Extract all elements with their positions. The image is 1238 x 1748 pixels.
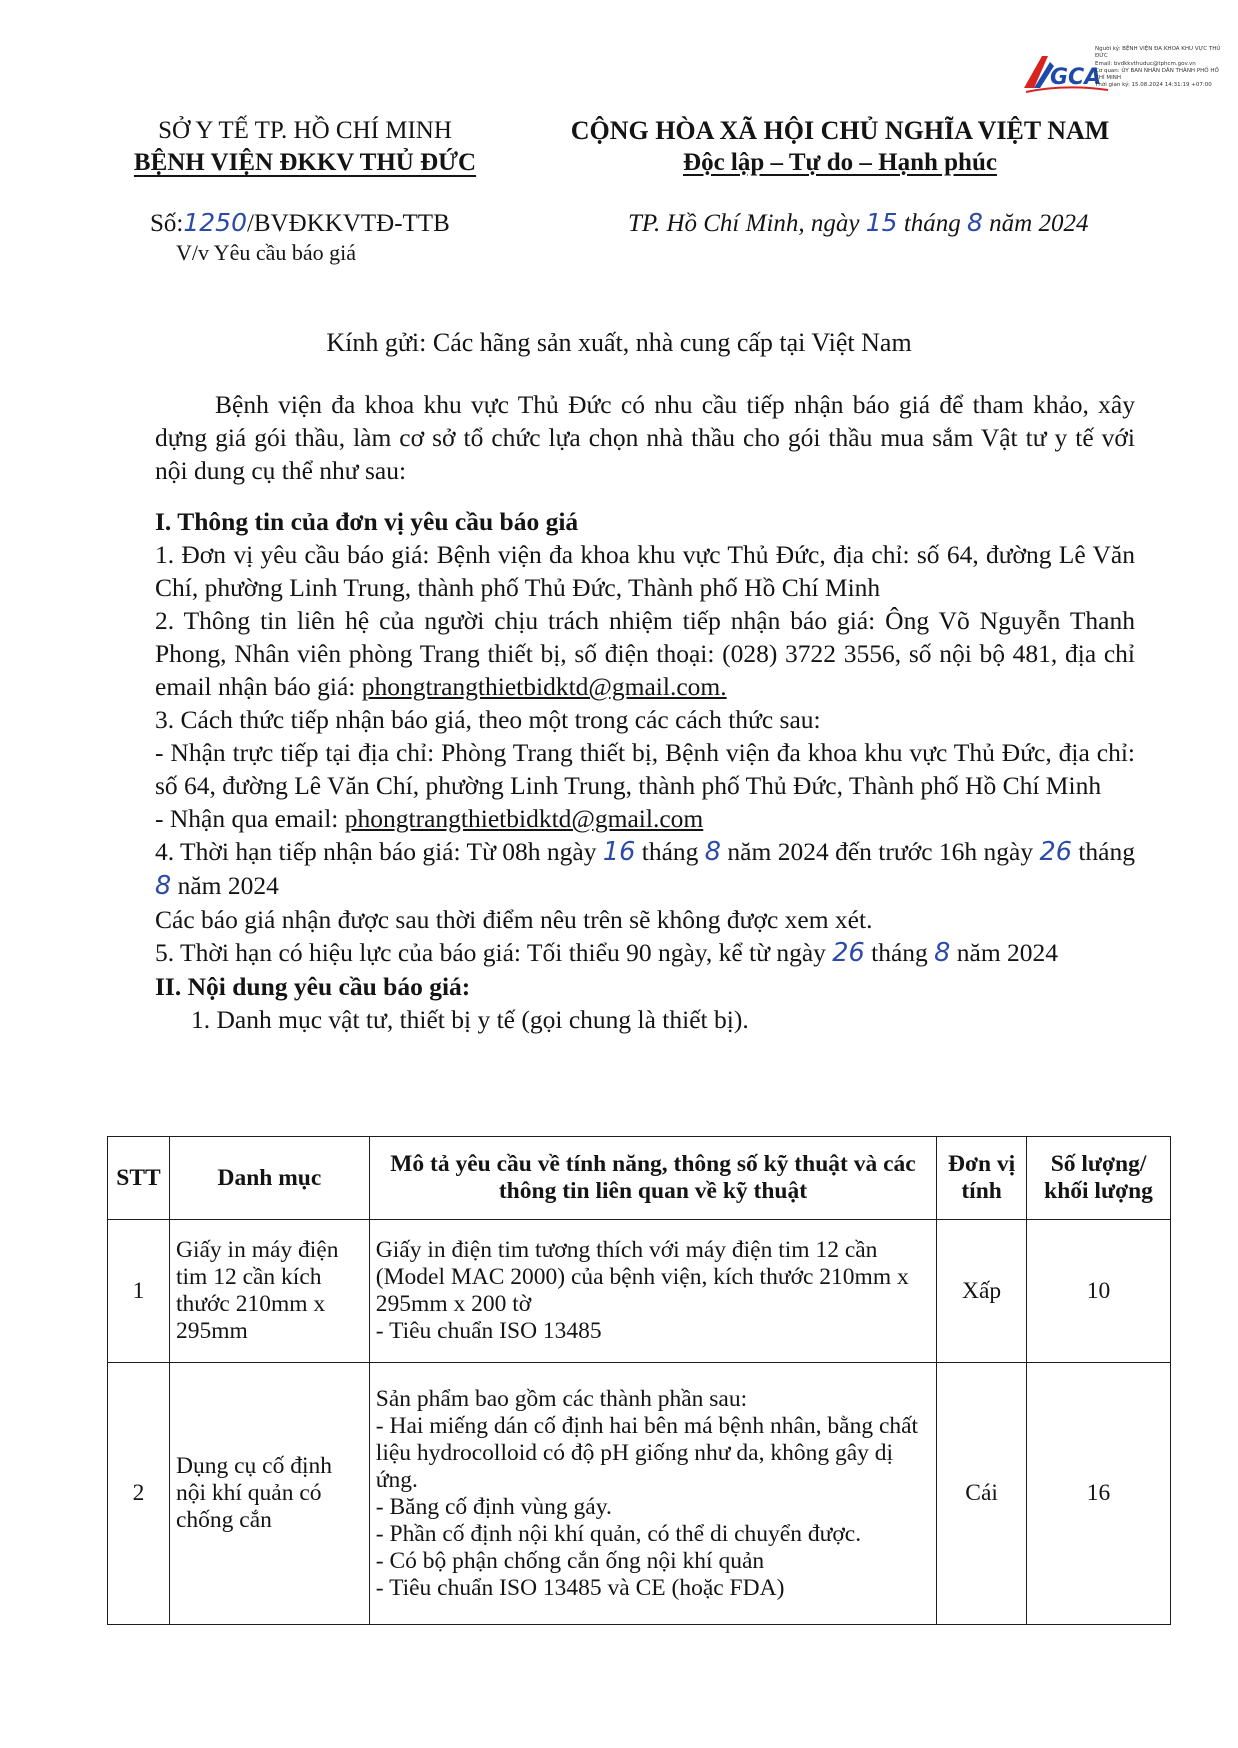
section-1-item-1: 1. Đơn vị yêu cầu báo giá: Bệnh viện đa khoa khu vực Thủ Đức, địa chỉ: số 64, đường Lê Văn Chí, phường Linh Trung, thành phố Thủ Đức, Thành phố Hồ Chí Minh [155, 540, 1135, 602]
deadline-text: tháng [1071, 837, 1135, 866]
hospital-name: BỆNH VIỆN ĐKKV THỦ ĐỨC [133, 149, 477, 176]
email-label: - Nhận qua email: [155, 804, 345, 833]
intro-text: Bệnh viện đa khoa khu vực Thủ Đức có nhu cầu tiếp nhận báo giá để tham khảo, xây dựng giá gói thầu, làm cơ sở tổ chức lựa chọn nhà thầu cho gói thầu mua sắm Vật tư y tế với nội dung cụ thể như sau: [155, 390, 1135, 485]
col-desc: Mô tả yêu cầu về tính năng, thông số kỹ thuật và các thông tin liên quan về kỹ thuật [369, 1137, 936, 1220]
section-1-title: I. Thông tin của đơn vị yêu cầu báo giá [155, 507, 579, 536]
cell-desc [369, 1220, 936, 1363]
cell-qty: 10 [1027, 1220, 1171, 1363]
items-table [107, 1136, 1171, 1625]
validity-text: 5. Thời hạn có hiệu lực của báo giá: Tối thiểu 90 ngày, kể từ ngày [155, 938, 833, 967]
cell-name: Giấy in máy điện tim 12 cần kích thước 210mm x 295mm [169, 1220, 369, 1363]
issuer-block [95, 115, 515, 179]
cell-unit: Cái [937, 1363, 1027, 1625]
email-link[interactable]: phongtrangthietbidktd@gmail.com. [361, 672, 727, 701]
ministry-name: SỞ Y TẾ TP. HỒ CHÍ MINH [158, 117, 452, 144]
deadline-text: 4. Thời hạn tiếp nhận báo giá: Từ 08h ngày [155, 837, 603, 866]
signature-line: Thời gian ký: 15.08.2024 14:31:19 +07:00 [1095, 82, 1212, 89]
section-2-item-1: 1. Danh mục vật tư, thiết bị y tế (gọi chung là thiết bị). [191, 1005, 749, 1034]
section-1-item-2 [155, 604, 1135, 703]
table-header-row [108, 1137, 1171, 1220]
deadline-text: tháng [635, 837, 705, 866]
desc-line: - Tiêu chuẩn ISO 13485 [375, 1318, 602, 1344]
table-row [108, 1220, 1171, 1363]
section-1-item-3: 3. Cách thức tiếp nhận báo giá, theo một trong các cách thức sau: [155, 705, 821, 734]
date-prefix: TP. Hồ Chí Minh, ngày [628, 210, 860, 237]
number-handwritten: 1250 [183, 208, 247, 237]
cell-qty: 16 [1027, 1363, 1171, 1625]
national-motto: Độc lập – Tự do – Hạnh phúc [683, 149, 997, 176]
number-prefix: Số: [150, 210, 184, 237]
handwritten-day: 16 [602, 837, 636, 867]
col-name: Danh mục [169, 1137, 369, 1220]
section-1-note: Các báo giá nhận được sau thời điểm nêu trên sẽ không được xem xét. [155, 905, 873, 934]
signature-line: Email: bvdkkvthuduc@tphcm.gov.vn [1095, 60, 1196, 67]
number-suffix: /BVĐKKVTĐ-TTB [246, 210, 450, 237]
email-link[interactable]: phongtrangthietbidktd@gmail.com [344, 804, 704, 833]
signature-line: Cơ quan: ỦY BAN NHÂN DÂN THÀNH PHỐ HỒ CHÍ MINH [1095, 67, 1219, 82]
signature-details [1095, 46, 1225, 90]
section-1-item-3a: - Nhận trực tiếp tại địa chỉ: Phòng Trang thiết bị, Bệnh viện đa khoa khu vực Thủ Đức, địa chỉ: số 64, đường Lê Văn Chí, phường Linh Trung, thành phố Thủ Đức, Thành phố Hồ Chí Minh [155, 738, 1135, 800]
deadline-text: năm 2024 [171, 871, 279, 900]
section-1-item-4 [155, 835, 1135, 903]
cell-name: Dụng cụ cố định nội khí quản có chống cắn [169, 1363, 369, 1625]
signature-line: Người ký: BỆNH VIỆN ĐA KHOA KHU VỰC THỦ ĐỨC [1095, 46, 1221, 60]
document-subject: V/v Yêu cầu báo giá [176, 240, 357, 265]
handwritten-month: 8 [704, 837, 722, 867]
handwritten-month: 8 [934, 938, 951, 968]
cell-stt: 1 [108, 1220, 170, 1363]
table-row [108, 1363, 1171, 1625]
handwritten-day: 26 [1039, 837, 1072, 867]
deadline-text: năm 2024 đến trước 16h ngày [721, 837, 1040, 866]
validity-text: tháng [864, 938, 935, 967]
document-date [628, 208, 1088, 238]
section-2-title: II. Nội dung yêu cầu báo giá: [155, 972, 471, 1001]
intro-paragraph [155, 388, 1135, 487]
col-qty: Số lượng/ khối lượng [1027, 1137, 1171, 1220]
handwritten-month: 8 [155, 871, 172, 901]
country-name: CỘNG HÒA XÃ HỘI CHỦ NGHĨA VIỆT NAM [570, 116, 1110, 145]
section-1-item-5 [155, 936, 1135, 970]
date-month: 8 [967, 208, 983, 237]
greeting: Kính gửi: Các hãng sản xuất, nhà cung cấp tại Việt Nam [326, 328, 912, 357]
date-year: năm 2024 [989, 210, 1089, 237]
svg-text:GCA: GCA [1050, 65, 1102, 90]
col-unit: Đơn vị tính [937, 1137, 1027, 1220]
cell-stt: 2 [108, 1363, 170, 1625]
desc-line: - Phần cố định nội khí quản, có thể di chuyển được. [375, 1520, 862, 1547]
contact-text: 2. Thông tin liên hệ của người chịu trách nhiệm tiếp nhận báo giá: Ông Võ Nguyễn Thanh Phong, Nhân viên phòng Trang thiết bị, số điện thoại: (028) 3722 3556, số nội bộ 481, địa chỉ email nhận báo giá: [155, 606, 1135, 701]
validity-text: năm 2024 [950, 938, 1059, 967]
document-number [150, 208, 450, 238]
desc-line: - Có bộ phận chống cắn ống nội khí quản [375, 1547, 765, 1574]
national-header [540, 115, 1140, 179]
section-1 [155, 505, 1135, 1036]
col-stt: STT [108, 1137, 170, 1220]
date-month-label: tháng [903, 210, 961, 237]
section-1-item-3b [155, 802, 1135, 835]
cell-desc [369, 1363, 936, 1625]
desc-line: Sản phẩm bao gồm các thành phần sau: [375, 1385, 748, 1412]
desc-line: - Hai miếng dán cố định hai bên má bệnh nhân, bằng chất liệu hydrocolloid có độ pH giống như da, không gây dị ứng. [375, 1412, 919, 1493]
cell-unit: Xấp [937, 1220, 1027, 1363]
desc-line: - Tiêu chuẩn ISO 13485 và CE (hoặc FDA) [375, 1574, 785, 1601]
handwritten-day: 26 [832, 938, 865, 968]
desc-line: - Băng cố định vùng gáy. [375, 1493, 612, 1520]
desc-line: Giấy in điện tim tương thích với máy điện tim 12 cần (Model MAC 2000) của bệnh viện, kích thước 210mm x 295mm x 200 tờ [375, 1237, 909, 1317]
date-day: 15 [865, 208, 898, 237]
